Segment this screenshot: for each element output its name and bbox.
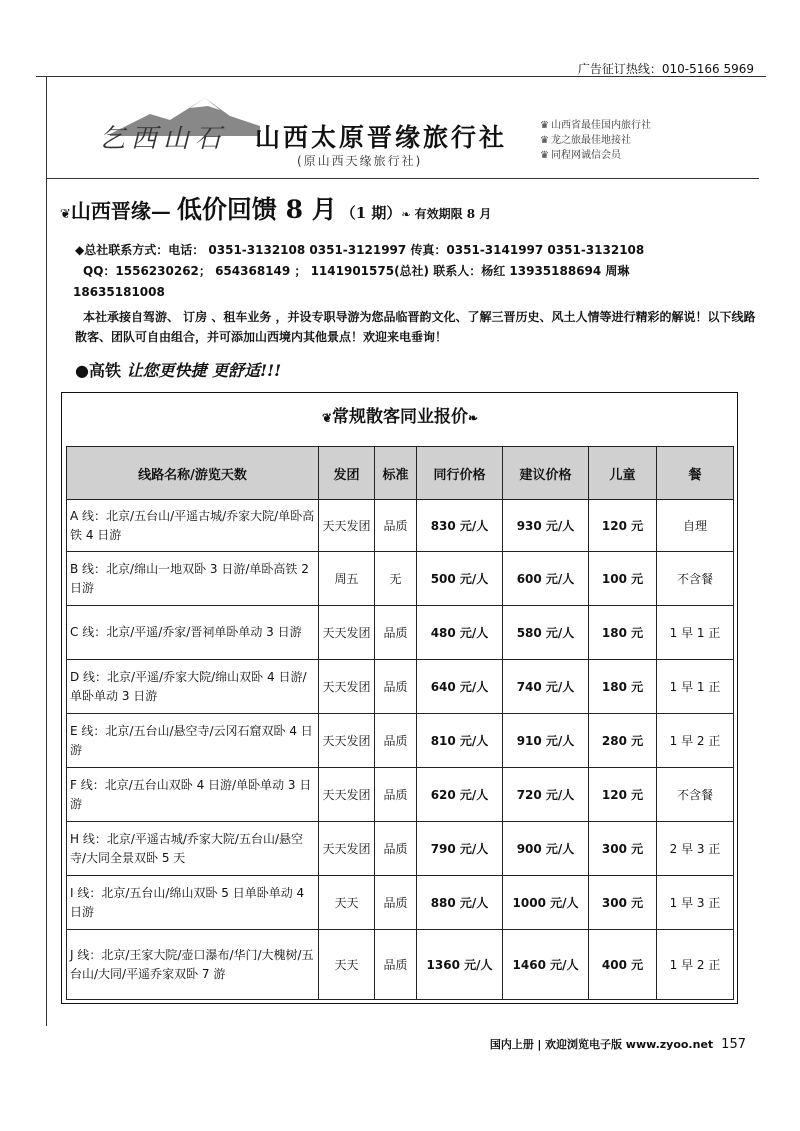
table-row — [67, 714, 734, 768]
route-cell: B 线：北京/绵山一地双卧 3 日游/单卧高铁 2 日游 — [67, 552, 319, 606]
meal-cell: 2 早 3 正 — [657, 822, 734, 876]
page-number: 157 — [721, 1037, 746, 1052]
depart-cell: 天天发团 — [319, 500, 375, 552]
former-name: (原山西天缘旅行社) — [297, 154, 423, 168]
badge-item: ♛ 龙之旅最佳地接社 — [540, 133, 651, 148]
standard-cell: 品质 — [375, 822, 417, 876]
peer-price-cell: 640 元/人 — [417, 660, 503, 714]
route-cell: D 线：北京/平遥/乔家大院/绵山双卧 4 日游/单卧单动 3 日游 — [67, 660, 319, 714]
logo-calligraphy: 乞西山石 — [99, 124, 228, 154]
header-suggested-price: 建议价格 — [503, 447, 589, 500]
table-row — [67, 606, 734, 660]
headline-main: 低价回馈 8 月 — [176, 195, 337, 224]
table-title — [300, 402, 500, 427]
child-price-cell: 280 元 — [589, 714, 657, 768]
headline-validity: 有效期限 8 月 — [414, 207, 492, 221]
contact-phones: ◆总社联系方式：电话： 0351-3132108 0351-3121997 传真：0351-3141997 0351-3132108 — [75, 243, 645, 257]
flourish-icon: ❦ — [321, 411, 332, 425]
table-row — [67, 552, 734, 606]
suggested-price-cell: 600 元/人 — [503, 552, 589, 606]
suggested-price-cell: 930 元/人 — [503, 500, 589, 552]
depart-cell: 天天 — [319, 876, 375, 930]
header-child: 儿童 — [589, 447, 657, 500]
standard-cell: 品质 — [375, 930, 417, 1000]
route-cell: J 线：北京/王家大院/壶口瀑布/华门/大槐树/五台山/大同/平遥乔家双卧 7 游 — [67, 930, 319, 1000]
meal-cell: 不含餐 — [657, 552, 734, 606]
logo-rule — [46, 178, 759, 179]
route-cell: A 线：北京/五台山/平遥古城/乔家大院/单卧高铁 4 日游 — [67, 500, 319, 552]
footer-section: 国内上册 — [489, 1038, 534, 1051]
contact-info — [75, 240, 755, 303]
standard-cell: 品质 — [375, 606, 417, 660]
standard-cell: 品质 — [375, 500, 417, 552]
company-name: 山西太原晋缘旅行社 — [255, 123, 508, 152]
depart-cell: 天天 — [319, 930, 375, 1000]
standard-cell: 品质 — [375, 660, 417, 714]
flourish-icon: ❦ — [60, 207, 71, 222]
peer-price-cell: 790 元/人 — [417, 822, 503, 876]
suggested-price-cell: 720 元/人 — [503, 768, 589, 822]
table-title-text: 常规散客同业报价 — [332, 407, 468, 427]
route-cell: F 线：北京/五台山双卧 4 日游/单卧单动 3 日游 — [67, 768, 319, 822]
route-cell: H 线：北京/平遥古城/乔家大院/五台山/悬空寺/大同全景双卧 5 天 — [67, 822, 319, 876]
meal-cell: 1 早 2 正 — [657, 930, 734, 1000]
suggested-price-cell: 740 元/人 — [503, 660, 589, 714]
highspeed-slogan — [75, 358, 281, 381]
child-price-cell: 100 元 — [589, 552, 657, 606]
contact-qq: QQ：1556230262； 654368149 ； 1141901575(总社) 联系人：杨红 13935188694 周琳 — [83, 264, 630, 278]
suggested-price-cell: 900 元/人 — [503, 822, 589, 876]
header-route: 线路名称/游览天数 — [67, 447, 319, 500]
honor-badges — [540, 118, 651, 163]
headline-issue: （1 期） — [340, 204, 402, 222]
header-depart: 发团 — [319, 447, 375, 500]
meal-cell: 自理 — [657, 500, 734, 552]
route-cell: E 线：北京/五台山/悬空寺/云冈石窟双卧 4 日游 — [67, 714, 319, 768]
suggested-price-cell: 1460 元/人 — [503, 930, 589, 1000]
suggested-price-cell: 1000 元/人 — [503, 876, 589, 930]
page-footer: 国内上册 | 欢迎浏览电子版 www.zyoo.net 157 — [489, 1037, 746, 1052]
header-peer-price: 同行价格 — [417, 447, 503, 500]
headline-prefix: 山西晋缘— — [70, 199, 171, 223]
meal-cell: 1 早 1 正 — [657, 606, 734, 660]
footer-slogan: 欢迎浏览电子版 www.zyoo.net — [544, 1038, 714, 1051]
child-price-cell: 300 元 — [589, 822, 657, 876]
route-cell: I 线：北京/五台山/绵山双卧 5 日单卧单动 4 日游 — [67, 876, 319, 930]
peer-price-cell: 620 元/人 — [417, 768, 503, 822]
suggested-price-cell: 910 元/人 — [503, 714, 589, 768]
header-meal: 餐 — [657, 447, 734, 500]
child-price-cell: 120 元 — [589, 500, 657, 552]
meal-cell: 1 早 2 正 — [657, 714, 734, 768]
table-header-row — [67, 447, 734, 500]
meal-cell: 不含餐 — [657, 768, 734, 822]
meal-cell: 1 早 3 正 — [657, 876, 734, 930]
route-cell: C 线：北京/平遥/乔家/晋祠单卧单动 3 日游 — [67, 606, 319, 660]
child-price-cell: 120 元 — [589, 768, 657, 822]
headline — [60, 190, 491, 226]
standard-cell: 无 — [375, 552, 417, 606]
peer-price-cell: 830 元/人 — [417, 500, 503, 552]
table-row — [67, 876, 734, 930]
depart-cell: 天天发团 — [319, 606, 375, 660]
flourish-icon: ❧ — [468, 411, 479, 425]
table-row — [67, 822, 734, 876]
peer-price-cell: 1360 元/人 — [417, 930, 503, 1000]
highspeed-prefix: ●高铁 — [75, 361, 121, 380]
badge-item: ♛ 同程网诚信会员 — [540, 148, 651, 163]
header-standard: 标准 — [375, 447, 417, 500]
child-price-cell: 300 元 — [589, 876, 657, 930]
standard-cell: 品质 — [375, 768, 417, 822]
contact-mobile: 18635181008 — [73, 285, 165, 299]
suggested-price-cell: 580 元/人 — [503, 606, 589, 660]
child-price-cell: 180 元 — [589, 660, 657, 714]
ad-hotline: 广告征订热线：010-5166 5969 — [577, 62, 754, 76]
table-row — [67, 930, 734, 1000]
left-rule — [46, 76, 47, 1026]
standard-cell: 品质 — [375, 714, 417, 768]
peer-price-cell: 500 元/人 — [417, 552, 503, 606]
peer-price-cell: 810 元/人 — [417, 714, 503, 768]
table-row — [67, 768, 734, 822]
depart-cell: 天天发团 — [319, 714, 375, 768]
depart-cell: 天天发团 — [319, 822, 375, 876]
peer-price-cell: 880 元/人 — [417, 876, 503, 930]
child-price-cell: 400 元 — [589, 930, 657, 1000]
peer-price-cell: 480 元/人 — [417, 606, 503, 660]
child-price-cell: 180 元 — [589, 606, 657, 660]
meal-cell: 1 早 1 正 — [657, 660, 734, 714]
standard-cell: 品质 — [375, 876, 417, 930]
top-rule — [36, 76, 766, 77]
depart-cell: 天天发团 — [319, 660, 375, 714]
flourish-icon: ❧ — [401, 208, 411, 221]
service-description: 本社承接自驾游、 订房 、租车业务 ，并设专职导游为您品临晋韵文化、了解三晋历史、风土人情等进行精彩的解说！以下线路散客、团队可自由组合，并可添加山西境内其他景点！欢迎来电垂询！ — [75, 310, 756, 344]
highspeed-text: 让您更快捷 更舒适!!! — [126, 361, 282, 380]
depart-cell: 周五 — [319, 552, 375, 606]
table-row — [67, 660, 734, 714]
table-row — [67, 500, 734, 552]
price-table — [66, 446, 734, 1000]
badge-item: ♛ 山西省最佳国内旅行社 — [540, 118, 651, 133]
depart-cell: 天天发团 — [319, 768, 375, 822]
